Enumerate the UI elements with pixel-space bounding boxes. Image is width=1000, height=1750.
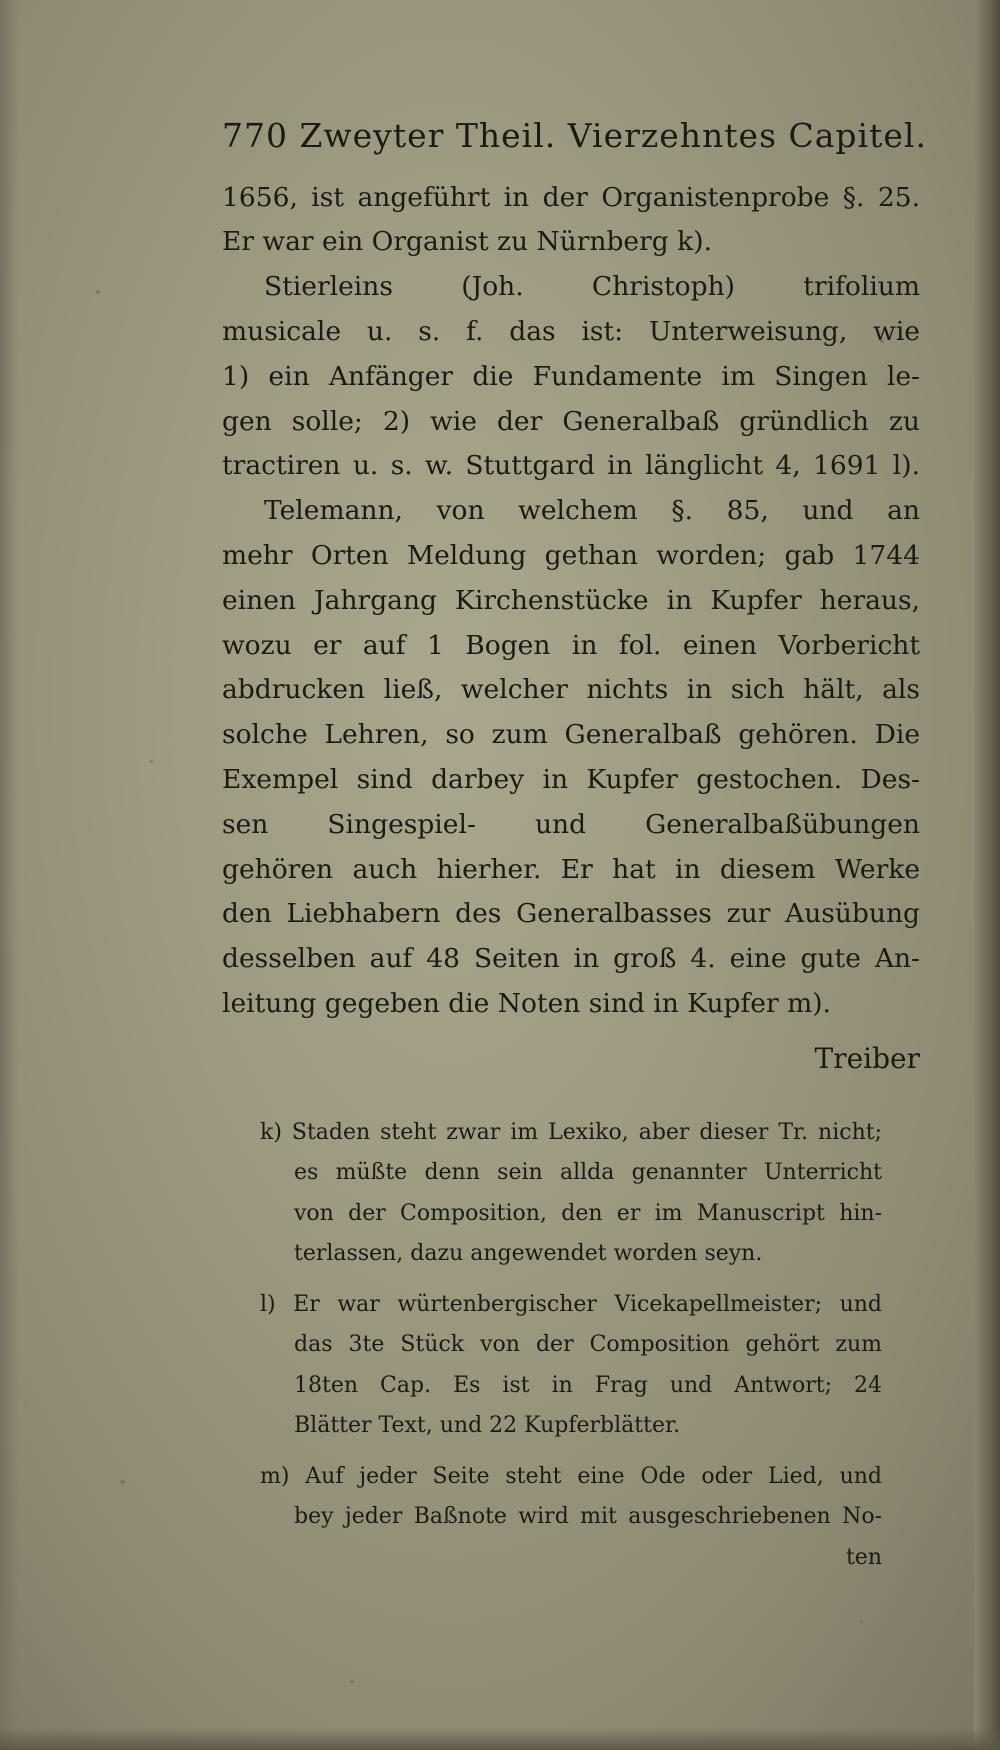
footnotes [222,1113,922,1579]
catchword: Treiber [814,1041,920,1075]
footnote-k-line: es müßte denn sein allda genannter Unterricht [294,1160,882,1186]
text-line: leitung gegeben die Noten sind in Kupfer m). [222,987,831,1019]
paper-speck [150,760,153,763]
footnote-m-line: bey jeder Baßnote wird mit ausgeschriebenen No- [294,1504,882,1530]
text-line: Stierleins (Joh. Christoph) trifolium [264,271,920,303]
footnote-l-line: Blätter Text, und 22 Kupferblätter. [294,1413,681,1439]
page-bottom-edge [0,1728,1000,1750]
text-line: sen Singespiel- und Generalbaßübungen [222,808,920,840]
text-line: 1656, ist angeführt in der Organistenprobe §. 25. [222,181,920,213]
paper-speck [350,1680,354,1683]
text-line: 1) ein Anfänger die Fundamente im Singen le- [222,360,920,392]
text-line: musicale u. s. f. das ist: Unterweisung, wie [222,315,920,347]
main-text [222,176,922,1027]
page-right-edge [974,0,1000,1750]
book-page [222,116,927,1578]
footnote-m-line: m) Auf jeder Seite steht eine Ode oder Lied, und [260,1463,882,1489]
footnote-k-line: k) Staden steht zwar im Lexiko, aber dieser Tr. nicht; [260,1119,882,1145]
text-line: wozu er auf 1 Bogen in fol. einen Vorbericht [222,629,920,661]
paper-speck [860,1620,863,1623]
paper-speck [120,1480,125,1484]
text-line: tractiren u. s. w. Stuttgard in länglicht 4, 1691 l). [222,450,920,482]
running-header: 770 Zweyter Theil. Vierzehntes Capitel. [222,116,927,155]
footnote-l-line: l) Er war würtenbergischer Vicekapellmeister; und [260,1291,882,1317]
footnote-k-line: von der Composition, den er im Manuscript hin- [294,1200,882,1226]
footnote-k-line: terlassen, dazu angewendet worden seyn. [294,1241,763,1267]
footnote-l-line: das 3te Stück von der Composition gehört zum [294,1332,882,1358]
text-line: den Liebhabern des Generalbasses zur Ausübung [222,898,920,930]
text-line: abdrucken ließ, welcher nichts in sich hält, als [222,674,920,706]
text-line: solche Lehren, so zum Generalbaß gehören. Die [222,719,920,751]
text-line: Telemann, von welchem §. 85, und an [264,495,920,527]
text-line: Exempel sind darbey in Kupfer gestochen. Des- [222,763,920,795]
page-left-edge [0,0,18,1750]
footnote-l-line: 18ten Cap. Es ist in Frag und Antwort; 24 [294,1372,882,1398]
text-line: Er war ein Organist zu Nürnberg k). [222,226,712,258]
footnote-m-line: ten [845,1544,882,1570]
text-line: mehr Orten Meldung gethan worden; gab 1744 [222,539,920,571]
paper-speck [96,290,100,294]
text-line: gehören auch hierher. Er hat in diesem Werke [222,853,920,885]
text-line: gen solle; 2) wie der Generalbaß gründlich zu [222,405,920,437]
text-line: desselben auf 48 Seiten in groß 4. eine gute An- [222,943,920,975]
text-line: einen Jahrgang Kirchenstücke in Kupfer heraus, [222,584,920,616]
